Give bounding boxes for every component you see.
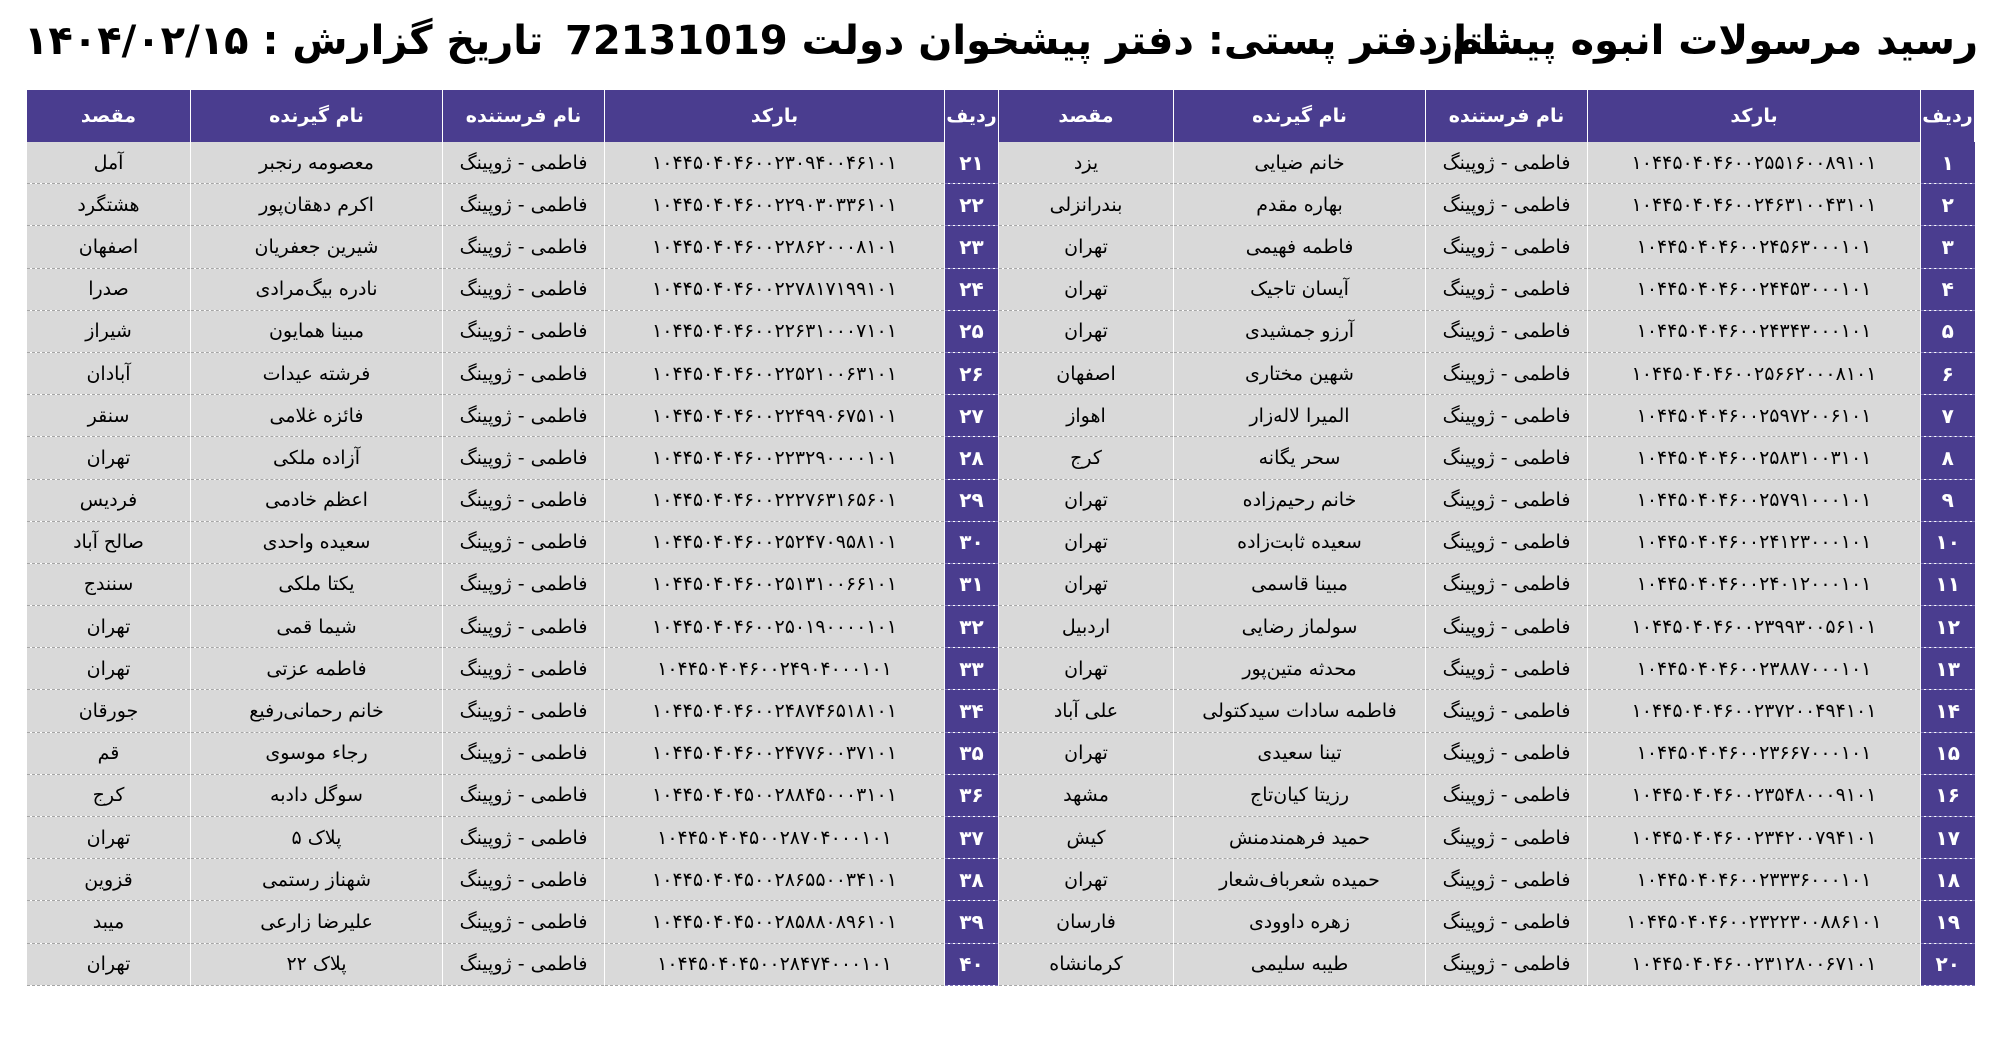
cell-receiver: پلاک ۲۲ [191, 943, 443, 985]
cell-index: ۲۲ [945, 184, 999, 226]
cell-barcode: ۱۰۴۴۵۰۴۰۴۶۰۰۲۴۵۶۳۰۰۰۱۰۱ [1588, 226, 1921, 268]
cell-barcode: ۱۰۴۴۵۰۴۰۴۶۰۰۲۳۵۴۸۰۰۰۹۱۰۱ [1588, 774, 1921, 816]
col-header-sender: نام فرستنده [443, 90, 605, 142]
post-office-name: نام دفتر پستی: دفتر پیشخوان دولت 72131019 [565, 18, 1512, 64]
cell-sender: فاطمی - ژوپینگ [1426, 352, 1588, 394]
report-header [0, 0, 2000, 86]
cell-index: ۱۹ [1921, 901, 1975, 943]
cell-destination: تهران [999, 859, 1174, 901]
cell-destination: تهران [27, 606, 191, 648]
cell-barcode: ۱۰۴۴۵۰۴۰۴۵۰۰۲۸۴۷۴۰۰۰۱۰۱ [605, 943, 945, 985]
cell-receiver: سوگل دادبه [191, 774, 443, 816]
cell-destination: اصفهان [999, 352, 1174, 394]
cell-receiver: پلاک ۵ [191, 817, 443, 859]
cell-sender: فاطمی - ژوپینگ [443, 437, 605, 479]
cell-receiver: فاطمه سادات سیدکتولی [1174, 690, 1426, 732]
cell-receiver: علیرضا زارعی [191, 901, 443, 943]
cell-sender: فاطمی - ژوپینگ [443, 859, 605, 901]
cell-receiver: محدثه متین‌پور [1174, 648, 1426, 690]
col-header-barcode: بارکد [605, 90, 945, 142]
cell-receiver: خانم رحمانی‌رفیع [191, 690, 443, 732]
cell-sender: فاطمی - ژوپینگ [1426, 226, 1588, 268]
cell-index: ۲۳ [945, 226, 999, 268]
cell-barcode: ۱۰۴۴۵۰۴۰۴۶۰۰۲۵۶۶۲۰۰۰۸۱۰۱ [1588, 352, 1921, 394]
cell-index: ۲۱ [945, 142, 999, 184]
cell-sender: فاطمی - ژوپینگ [1426, 606, 1588, 648]
table-row [27, 648, 1975, 690]
cell-receiver: حمیده شعرباف‌شعار [1174, 859, 1426, 901]
cell-barcode: ۱۰۴۴۵۰۴۰۴۶۰۰۲۴۹۰۴۰۰۰۱۰۱ [605, 648, 945, 690]
cell-index: ۲۶ [945, 352, 999, 394]
cell-index: ۲۷ [945, 395, 999, 437]
cell-barcode: ۱۰۴۴۵۰۴۰۴۶۰۰۲۲۲۷۶۳۱۶۵۶۰۱ [605, 479, 945, 521]
table-row [27, 352, 1975, 394]
cell-destination: تهران [27, 437, 191, 479]
cell-barcode: ۱۰۴۴۵۰۴۰۴۶۰۰۲۴۸۷۴۶۵۱۸۱۰۱ [605, 690, 945, 732]
cell-index: ۳۵ [945, 732, 999, 774]
cell-receiver: المیرا لاله‌زار [1174, 395, 1426, 437]
table-row [27, 859, 1975, 901]
cell-index: ۳ [1921, 226, 1975, 268]
cell-index: ۲۸ [945, 437, 999, 479]
cell-receiver: سولماز رضایی [1174, 606, 1426, 648]
cell-index: ۸ [1921, 437, 1975, 479]
cell-sender: فاطمی - ژوپینگ [1426, 690, 1588, 732]
cell-destination: جورقان [27, 690, 191, 732]
cell-index: ۱۲ [1921, 606, 1975, 648]
table-row [27, 184, 1975, 226]
cell-index: ۲ [1921, 184, 1975, 226]
cell-receiver: نادره بیگ‌مرادی [191, 268, 443, 310]
cell-receiver: رزیتا کیان‌تاج [1174, 774, 1426, 816]
cell-barcode: ۱۰۴۴۵۰۴۰۴۶۰۰۲۳۱۲۸۰۰۶۷۱۰۱ [1588, 943, 1921, 985]
cell-index: ۲۵ [945, 310, 999, 352]
cell-destination: قم [27, 732, 191, 774]
table-row [27, 563, 1975, 605]
cell-receiver: بهاره مقدم [1174, 184, 1426, 226]
cell-destination: کرج [999, 437, 1174, 479]
cell-destination: قزوین [27, 859, 191, 901]
cell-barcode: ۱۰۴۴۵۰۴۰۴۶۰۰۲۵۰۱۹۰۰۰۰۱۰۱ [605, 606, 945, 648]
cell-barcode: ۱۰۴۴۵۰۴۰۴۶۰۰۲۴۴۵۳۰۰۰۱۰۱ [1588, 268, 1921, 310]
table-row [27, 817, 1975, 859]
cell-destination: فارسان [999, 901, 1174, 943]
cell-index: ۶ [1921, 352, 1975, 394]
cell-receiver: رجاء موسوی [191, 732, 443, 774]
cell-barcode: ۱۰۴۴۵۰۴۰۴۶۰۰۲۵۷۹۱۰۰۰۱۰۱ [1588, 479, 1921, 521]
cell-index: ۵ [1921, 310, 1975, 352]
report-title: رسید مرسولات انبوه پیشتاز [1430, 18, 1978, 64]
cell-destination: اردبیل [999, 606, 1174, 648]
cell-index: ۷ [1921, 395, 1975, 437]
cell-barcode: ۱۰۴۴۵۰۴۰۴۶۰۰۲۳۲۲۳۰۰۸۸۶۱۰۱ [1588, 901, 1921, 943]
cell-index: ۳۸ [945, 859, 999, 901]
cell-index: ۱۳ [1921, 648, 1975, 690]
table-row [27, 479, 1975, 521]
cell-sender: فاطمی - ژوپینگ [443, 521, 605, 563]
cell-barcode: ۱۰۴۴۵۰۴۰۴۶۰۰۲۳۹۹۳۰۰۵۶۱۰۱ [1588, 606, 1921, 648]
cell-index: ۱ [1921, 142, 1975, 184]
table-header-row [27, 90, 1975, 142]
cell-sender: فاطمی - ژوپینگ [1426, 310, 1588, 352]
cell-destination: کرج [27, 774, 191, 816]
cell-barcode: ۱۰۴۴۵۰۴۰۴۶۰۰۲۳۰۹۴۰۰۴۶۱۰۱ [605, 142, 945, 184]
cell-receiver: خانم رحیم‌زاده [1174, 479, 1426, 521]
cell-destination: کرمانشاه [999, 943, 1174, 985]
cell-destination: تهران [999, 732, 1174, 774]
cell-sender: فاطمی - ژوپینگ [443, 142, 605, 184]
cell-destination: کیش [999, 817, 1174, 859]
table-row [27, 142, 1975, 184]
cell-receiver: یکتا ملکی [191, 563, 443, 605]
cell-sender: فاطمی - ژوپینگ [443, 732, 605, 774]
cell-index: ۳۶ [945, 774, 999, 816]
shipments-table-wrapper [26, 90, 1974, 986]
cell-sender: فاطمی - ژوپینگ [1426, 521, 1588, 563]
table-row [27, 901, 1975, 943]
cell-index: ۱۷ [1921, 817, 1975, 859]
cell-receiver: اعظم خادمی [191, 479, 443, 521]
cell-destination: شیراز [27, 310, 191, 352]
cell-barcode: ۱۰۴۴۵۰۴۰۴۶۰۰۲۳۸۸۷۰۰۰۱۰۱ [1588, 648, 1921, 690]
cell-destination: تهران [999, 310, 1174, 352]
cell-sender: فاطمی - ژوپینگ [1426, 943, 1588, 985]
cell-receiver: شیما قمی [191, 606, 443, 648]
cell-destination: تهران [999, 563, 1174, 605]
table-row [27, 226, 1975, 268]
cell-barcode: ۱۰۴۴۵۰۴۰۴۶۰۰۲۲۵۲۱۰۰۶۳۱۰۱ [605, 352, 945, 394]
cell-index: ۴۰ [945, 943, 999, 985]
cell-receiver: آرزو جمشیدی [1174, 310, 1426, 352]
cell-index: ۲۴ [945, 268, 999, 310]
cell-receiver: زهره داوودی [1174, 901, 1426, 943]
cell-index: ۳۳ [945, 648, 999, 690]
cell-receiver: فائزه غلامی [191, 395, 443, 437]
col-header-sender: نام فرستنده [1426, 90, 1588, 142]
cell-index: ۳۰ [945, 521, 999, 563]
cell-barcode: ۱۰۴۴۵۰۴۰۴۶۰۰۲۲۸۶۲۰۰۰۸۱۰۱ [605, 226, 945, 268]
cell-receiver: سعیده واحدی [191, 521, 443, 563]
cell-sender: فاطمی - ژوپینگ [1426, 268, 1588, 310]
cell-receiver: تینا سعیدی [1174, 732, 1426, 774]
cell-sender: فاطمی - ژوپینگ [1426, 184, 1588, 226]
cell-destination: علی آباد [999, 690, 1174, 732]
cell-sender: فاطمی - ژوپینگ [443, 563, 605, 605]
table-row [27, 310, 1975, 352]
cell-index: ۳۴ [945, 690, 999, 732]
cell-sender: فاطمی - ژوپینگ [1426, 859, 1588, 901]
cell-index: ۱۶ [1921, 774, 1975, 816]
cell-barcode: ۱۰۴۴۵۰۴۰۴۶۰۰۲۵۸۳۱۰۰۳۱۰۱ [1588, 437, 1921, 479]
cell-receiver: مبینا قاسمی [1174, 563, 1426, 605]
cell-destination: فردیس [27, 479, 191, 521]
cell-receiver: مبینا همایون [191, 310, 443, 352]
table-row [27, 774, 1975, 816]
cell-barcode: ۱۰۴۴۵۰۴۰۴۶۰۰۲۴۳۴۳۰۰۰۱۰۱ [1588, 310, 1921, 352]
cell-destination: سنقر [27, 395, 191, 437]
cell-barcode: ۱۰۴۴۵۰۴۰۴۶۰۰۲۳۳۳۶۰۰۰۱۰۱ [1588, 859, 1921, 901]
cell-destination: تهران [999, 268, 1174, 310]
cell-index: ۱۸ [1921, 859, 1975, 901]
cell-destination: یزد [999, 142, 1174, 184]
cell-destination: تهران [27, 648, 191, 690]
cell-sender: فاطمی - ژوپینگ [1426, 479, 1588, 521]
cell-barcode: ۱۰۴۴۵۰۴۰۴۶۰۰۲۵۵۱۶۰۰۸۹۱۰۱ [1588, 142, 1921, 184]
cell-destination: آبادان [27, 352, 191, 394]
col-header-index: ردیف [945, 90, 999, 142]
cell-barcode: ۱۰۴۴۵۰۴۰۴۶۰۰۲۲۷۸۱۷۱۹۹۱۰۱ [605, 268, 945, 310]
cell-sender: فاطمی - ژوپینگ [443, 606, 605, 648]
cell-destination: تهران [999, 521, 1174, 563]
col-header-destination: مقصد [999, 90, 1174, 142]
cell-barcode: ۱۰۴۴۵۰۴۰۴۶۰۰۲۳۶۶۷۰۰۰۱۰۱ [1588, 732, 1921, 774]
table-row [27, 521, 1975, 563]
cell-index: ۱۱ [1921, 563, 1975, 605]
cell-sender: فاطمی - ژوپینگ [1426, 648, 1588, 690]
report-date: تاریخ گزارش : ۱۴۰۴/۰۲/۱۵ [24, 18, 544, 64]
cell-receiver: طیبه سلیمی [1174, 943, 1426, 985]
cell-sender: فاطمی - ژوپینگ [443, 901, 605, 943]
cell-barcode: ۱۰۴۴۵۰۴۰۴۶۰۰۲۵۹۷۲۰۰۶۱۰۱ [1588, 395, 1921, 437]
cell-receiver: معصومه رنجبر [191, 142, 443, 184]
cell-sender: فاطمی - ژوپینگ [1426, 817, 1588, 859]
cell-barcode: ۱۰۴۴۵۰۴۰۴۶۰۰۲۴۷۷۶۰۰۳۷۱۰۱ [605, 732, 945, 774]
cell-destination: آمل [27, 142, 191, 184]
cell-index: ۲۹ [945, 479, 999, 521]
cell-index: ۴ [1921, 268, 1975, 310]
cell-index: ۳۱ [945, 563, 999, 605]
cell-index: ۳۹ [945, 901, 999, 943]
cell-destination: تهران [27, 943, 191, 985]
cell-receiver: شیرین جعفریان [191, 226, 443, 268]
cell-destination: هشتگرد [27, 184, 191, 226]
cell-receiver: اکرم دهقان‌پور [191, 184, 443, 226]
cell-barcode: ۱۰۴۴۵۰۴۰۴۵۰۰۲۸۶۵۵۰۰۳۴۱۰۱ [605, 859, 945, 901]
cell-sender: فاطمی - ژوپینگ [443, 479, 605, 521]
cell-sender: فاطمی - ژوپینگ [1426, 142, 1588, 184]
shipments-table [26, 90, 1975, 986]
cell-barcode: ۱۰۴۴۵۰۴۰۴۶۰۰۲۲۶۳۱۰۰۰۷۱۰۱ [605, 310, 945, 352]
cell-sender: فاطمی - ژوپینگ [1426, 437, 1588, 479]
cell-receiver: آیسان تاجیک [1174, 268, 1426, 310]
cell-sender: فاطمی - ژوپینگ [1426, 395, 1588, 437]
cell-sender: فاطمی - ژوپینگ [443, 226, 605, 268]
cell-sender: فاطمی - ژوپینگ [443, 395, 605, 437]
col-header-barcode: بارکد [1588, 90, 1921, 142]
cell-destination: سنندج [27, 563, 191, 605]
cell-sender: فاطمی - ژوپینگ [443, 648, 605, 690]
cell-sender: فاطمی - ژوپینگ [443, 352, 605, 394]
cell-receiver: خانم ضیایی [1174, 142, 1426, 184]
cell-receiver: شهناز رستمی [191, 859, 443, 901]
col-header-receiver: نام گیرنده [191, 90, 443, 142]
cell-sender: فاطمی - ژوپینگ [443, 268, 605, 310]
cell-barcode: ۱۰۴۴۵۰۴۰۴۶۰۰۲۴۰۱۲۰۰۰۱۰۱ [1588, 563, 1921, 605]
table-row [27, 395, 1975, 437]
cell-sender: فاطمی - ژوپینگ [443, 774, 605, 816]
col-header-receiver: نام گیرنده [1174, 90, 1426, 142]
cell-destination: تهران [999, 648, 1174, 690]
col-header-index: ردیف [1921, 90, 1975, 142]
cell-sender: فاطمی - ژوپینگ [1426, 732, 1588, 774]
cell-barcode: ۱۰۴۴۵۰۴۰۴۶۰۰۲۲۳۲۹۰۰۰۰۱۰۱ [605, 437, 945, 479]
cell-destination: تهران [999, 479, 1174, 521]
table-row [27, 732, 1975, 774]
cell-index: ۱۰ [1921, 521, 1975, 563]
cell-barcode: ۱۰۴۴۵۰۴۰۴۶۰۰۲۴۶۳۱۰۰۴۳۱۰۱ [1588, 184, 1921, 226]
cell-barcode: ۱۰۴۴۵۰۴۰۴۶۰۰۲۳۷۲۰۰۴۹۴۱۰۱ [1588, 690, 1921, 732]
table-row [27, 268, 1975, 310]
cell-sender: فاطمی - ژوپینگ [1426, 774, 1588, 816]
cell-destination: صدرا [27, 268, 191, 310]
cell-receiver: فرشته عیدات [191, 352, 443, 394]
table-row [27, 606, 1975, 648]
cell-index: ۳۷ [945, 817, 999, 859]
cell-destination: اصفهان [27, 226, 191, 268]
cell-destination: بندرانزلی [999, 184, 1174, 226]
cell-destination: مشهد [999, 774, 1174, 816]
cell-index: ۱۴ [1921, 690, 1975, 732]
cell-receiver: آزاده ملکی [191, 437, 443, 479]
cell-receiver: حمید فرهمندمنش [1174, 817, 1426, 859]
cell-receiver: فاطمه عزتی [191, 648, 443, 690]
cell-sender: فاطمی - ژوپینگ [443, 817, 605, 859]
cell-barcode: ۱۰۴۴۵۰۴۰۴۵۰۰۲۸۷۰۴۰۰۰۱۰۱ [605, 817, 945, 859]
cell-sender: فاطمی - ژوپینگ [1426, 901, 1588, 943]
cell-index: ۱۵ [1921, 732, 1975, 774]
cell-index: ۳۲ [945, 606, 999, 648]
cell-sender: فاطمی - ژوپینگ [443, 310, 605, 352]
cell-receiver: سحر یگانه [1174, 437, 1426, 479]
cell-sender: فاطمی - ژوپینگ [443, 690, 605, 732]
cell-destination: تهران [999, 226, 1174, 268]
cell-barcode: ۱۰۴۴۵۰۴۰۴۵۰۰۲۸۸۴۵۰۰۰۳۱۰۱ [605, 774, 945, 816]
cell-receiver: فاطمه فهیمی [1174, 226, 1426, 268]
table-row [27, 943, 1975, 985]
cell-barcode: ۱۰۴۴۵۰۴۰۴۶۰۰۲۵۲۴۷۰۹۵۸۱۰۱ [605, 521, 945, 563]
cell-barcode: ۱۰۴۴۵۰۴۰۴۶۰۰۲۲۴۹۹۰۶۷۵۱۰۱ [605, 395, 945, 437]
cell-barcode: ۱۰۴۴۵۰۴۰۴۵۰۰۲۸۵۸۸۰۸۹۶۱۰۱ [605, 901, 945, 943]
cell-destination: صالح آباد [27, 521, 191, 563]
cell-barcode: ۱۰۴۴۵۰۴۰۴۶۰۰۲۳۴۲۰۰۷۹۴۱۰۱ [1588, 817, 1921, 859]
cell-index: ۹ [1921, 479, 1975, 521]
table-body [27, 142, 1975, 985]
cell-sender: فاطمی - ژوپینگ [443, 184, 605, 226]
cell-receiver: شهین مختاری [1174, 352, 1426, 394]
cell-destination: تهران [27, 817, 191, 859]
cell-index: ۲۰ [1921, 943, 1975, 985]
cell-barcode: ۱۰۴۴۵۰۴۰۴۶۰۰۲۲۹۰۳۰۳۳۶۱۰۱ [605, 184, 945, 226]
cell-barcode: ۱۰۴۴۵۰۴۰۴۶۰۰۲۴۱۲۳۰۰۰۱۰۱ [1588, 521, 1921, 563]
cell-destination: میبد [27, 901, 191, 943]
cell-sender: فاطمی - ژوپینگ [443, 943, 605, 985]
cell-barcode: ۱۰۴۴۵۰۴۰۴۶۰۰۲۵۱۳۱۰۰۶۶۱۰۱ [605, 563, 945, 605]
table-row [27, 690, 1975, 732]
cell-sender: فاطمی - ژوپینگ [1426, 563, 1588, 605]
col-header-destination: مقصد [27, 90, 191, 142]
cell-receiver: سعیده ثابت‌زاده [1174, 521, 1426, 563]
table-row [27, 437, 1975, 479]
cell-destination: اهواز [999, 395, 1174, 437]
